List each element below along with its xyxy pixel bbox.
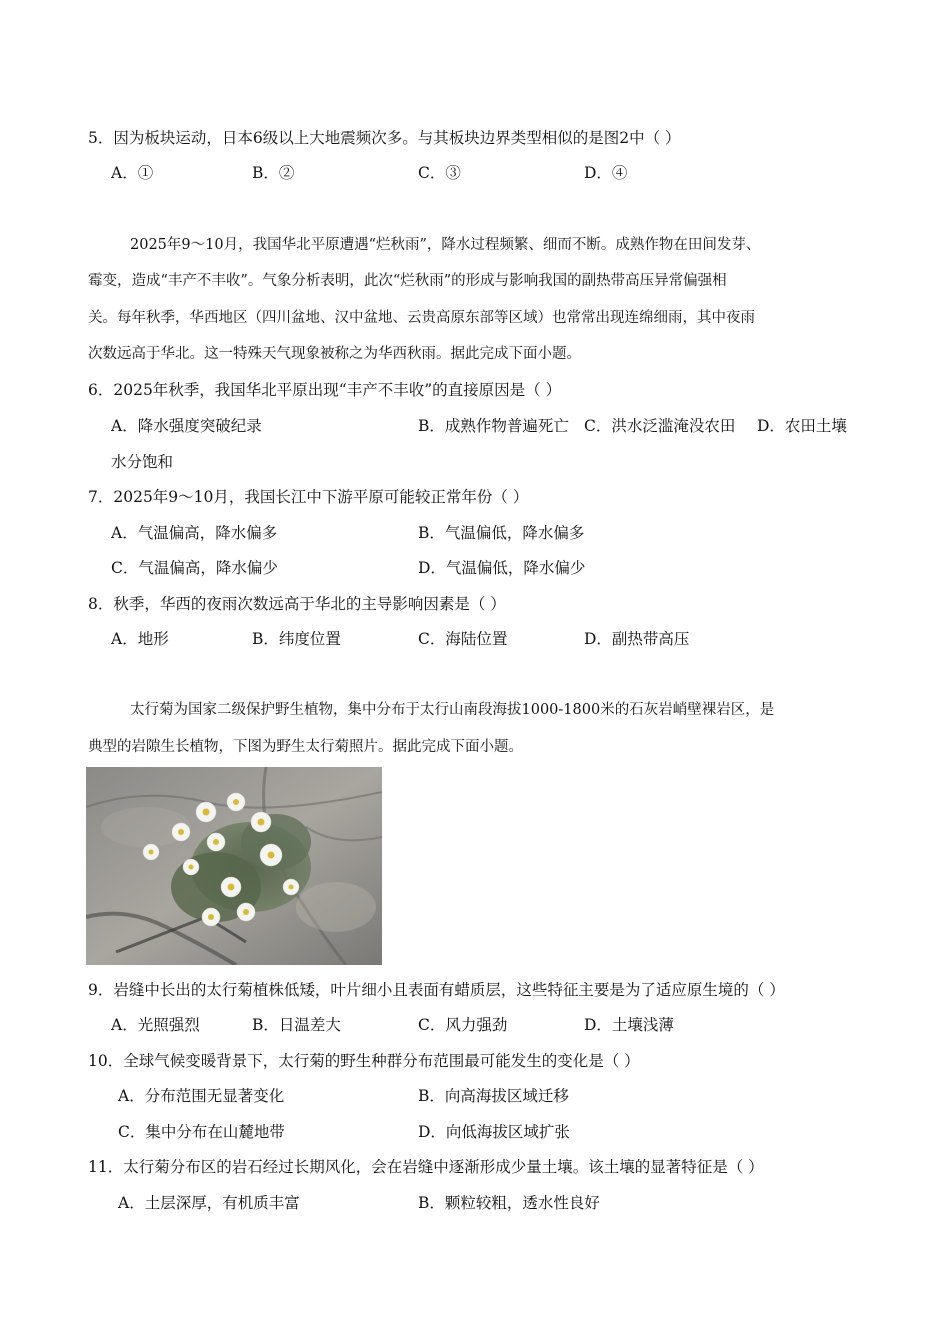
q11-stem: 11．太行菊分布区的岩石经过长期风化，会在岩缝中逐渐形成少量土壤。该土壤的显著特征是（ ） — [88, 1158, 764, 1176]
q6-stem: 6．2025年秋季，我国华北平原出现“丰产不丰收”的直接原因是（ ） — [88, 381, 562, 399]
q9-option-a: A．光照强烈 — [111, 1016, 200, 1034]
q5-stem: 5．因为板块运动，日本6级以上大地震频次多。与其板块边界类型相似的是图2中（ ） — [88, 129, 681, 147]
q9-option-c: C．风力强劲 — [418, 1016, 508, 1034]
q10-stem: 10．全球气候变暖背景下，太行菊的野生种群分布范围最可能发生的变化是（ ） — [88, 1052, 640, 1070]
q6-option-d: D．农田土壤 — [757, 417, 847, 435]
q6-option-c: C．洪水泛滥淹没农田 — [584, 417, 736, 435]
q9-option-b: B．日温差大 — [252, 1016, 341, 1034]
q8-option-d: D．副热带高压 — [584, 630, 690, 648]
q9-stem: 9．岩缝中长出的太行菊植株低矮，叶片细小且表面有蜡质层，这些特征主要是为了适应原生境的（ ） — [88, 981, 785, 999]
passage1-line-4: 次数远高于华北。这一特殊天气现象被称之为华西秋雨。据此完成下面小题。 — [88, 346, 581, 362]
q11-option-a: A．土层深厚，有机质丰富 — [118, 1194, 300, 1212]
q10-option-a: A．分布范围无显著变化 — [118, 1087, 285, 1105]
q8-option-a: A．地形 — [111, 630, 169, 648]
q6-option-a: A．降水强度突破纪录 — [111, 417, 262, 435]
passage2-line-2: 典型的岩隙生长植物，下图为野生太行菊照片。据此完成下面小题。 — [88, 739, 523, 755]
q8-option-b: B．纬度位置 — [252, 630, 341, 648]
q7-option-c: C．气温偏高，降水偏少 — [111, 559, 278, 577]
q8-option-c: C．海陆位置 — [418, 630, 508, 648]
q11-option-b: B．颗粒较粗，透水性良好 — [418, 1194, 600, 1212]
taihang-chrysanthemum-photo — [86, 767, 382, 965]
q6-option-b: B．成熟作物普遍死亡 — [418, 417, 569, 435]
q10-option-d: D．向低海拔区域扩张 — [418, 1123, 570, 1141]
q8-stem: 8．秋季，华西的夜雨次数远高于华北的主导影响因素是（ ） — [88, 595, 506, 613]
q7-option-a: A．气温偏高，降水偏多 — [111, 524, 278, 542]
q5-option-c: C．③ — [418, 164, 461, 182]
q9-option-d: D．土壤浅薄 — [584, 1016, 674, 1034]
q5-option-b: B．② — [252, 164, 295, 182]
passage1-line-3: 关。每年秋季，华西地区（四川盆地、汉中盆地、云贵高原东部等区域）也常常出现连绵细雨，其中夜雨 — [88, 310, 755, 326]
q5-option-d: D．④ — [584, 164, 628, 182]
q7-stem: 7．2025年9～10月，我国长江中下游平原可能较正常年份（ ） — [88, 488, 529, 506]
q7-option-b: B．气温偏低，降水偏多 — [418, 524, 585, 542]
passage1-line-1: 2025年9～10月，我国华北平原遭遇“烂秋雨”，降水过程频繁、细而不断。成熟作物在田间发芽、 — [130, 237, 761, 253]
q7-option-d: D．气温偏低，降水偏少 — [418, 559, 586, 577]
passage1-line-2: 霉变，造成“丰产不丰收”。气象分析表明，此次“烂秋雨”的形成与影响我国的副热带高压异常偏强相 — [88, 273, 727, 289]
q6-option-d-wrap: 水分饱和 — [111, 453, 174, 471]
q10-option-b: B．向高海拔区域迁移 — [418, 1087, 569, 1105]
passage2-line-1: 太行菊为国家二级保护野生植物，集中分布于太行山南段海拔1000-1800米的石灰岩峭壁裸岩区，是 — [130, 702, 775, 718]
q5-option-a: A．① — [111, 164, 154, 182]
q10-option-c: C．集中分布在山麓地带 — [118, 1123, 285, 1141]
